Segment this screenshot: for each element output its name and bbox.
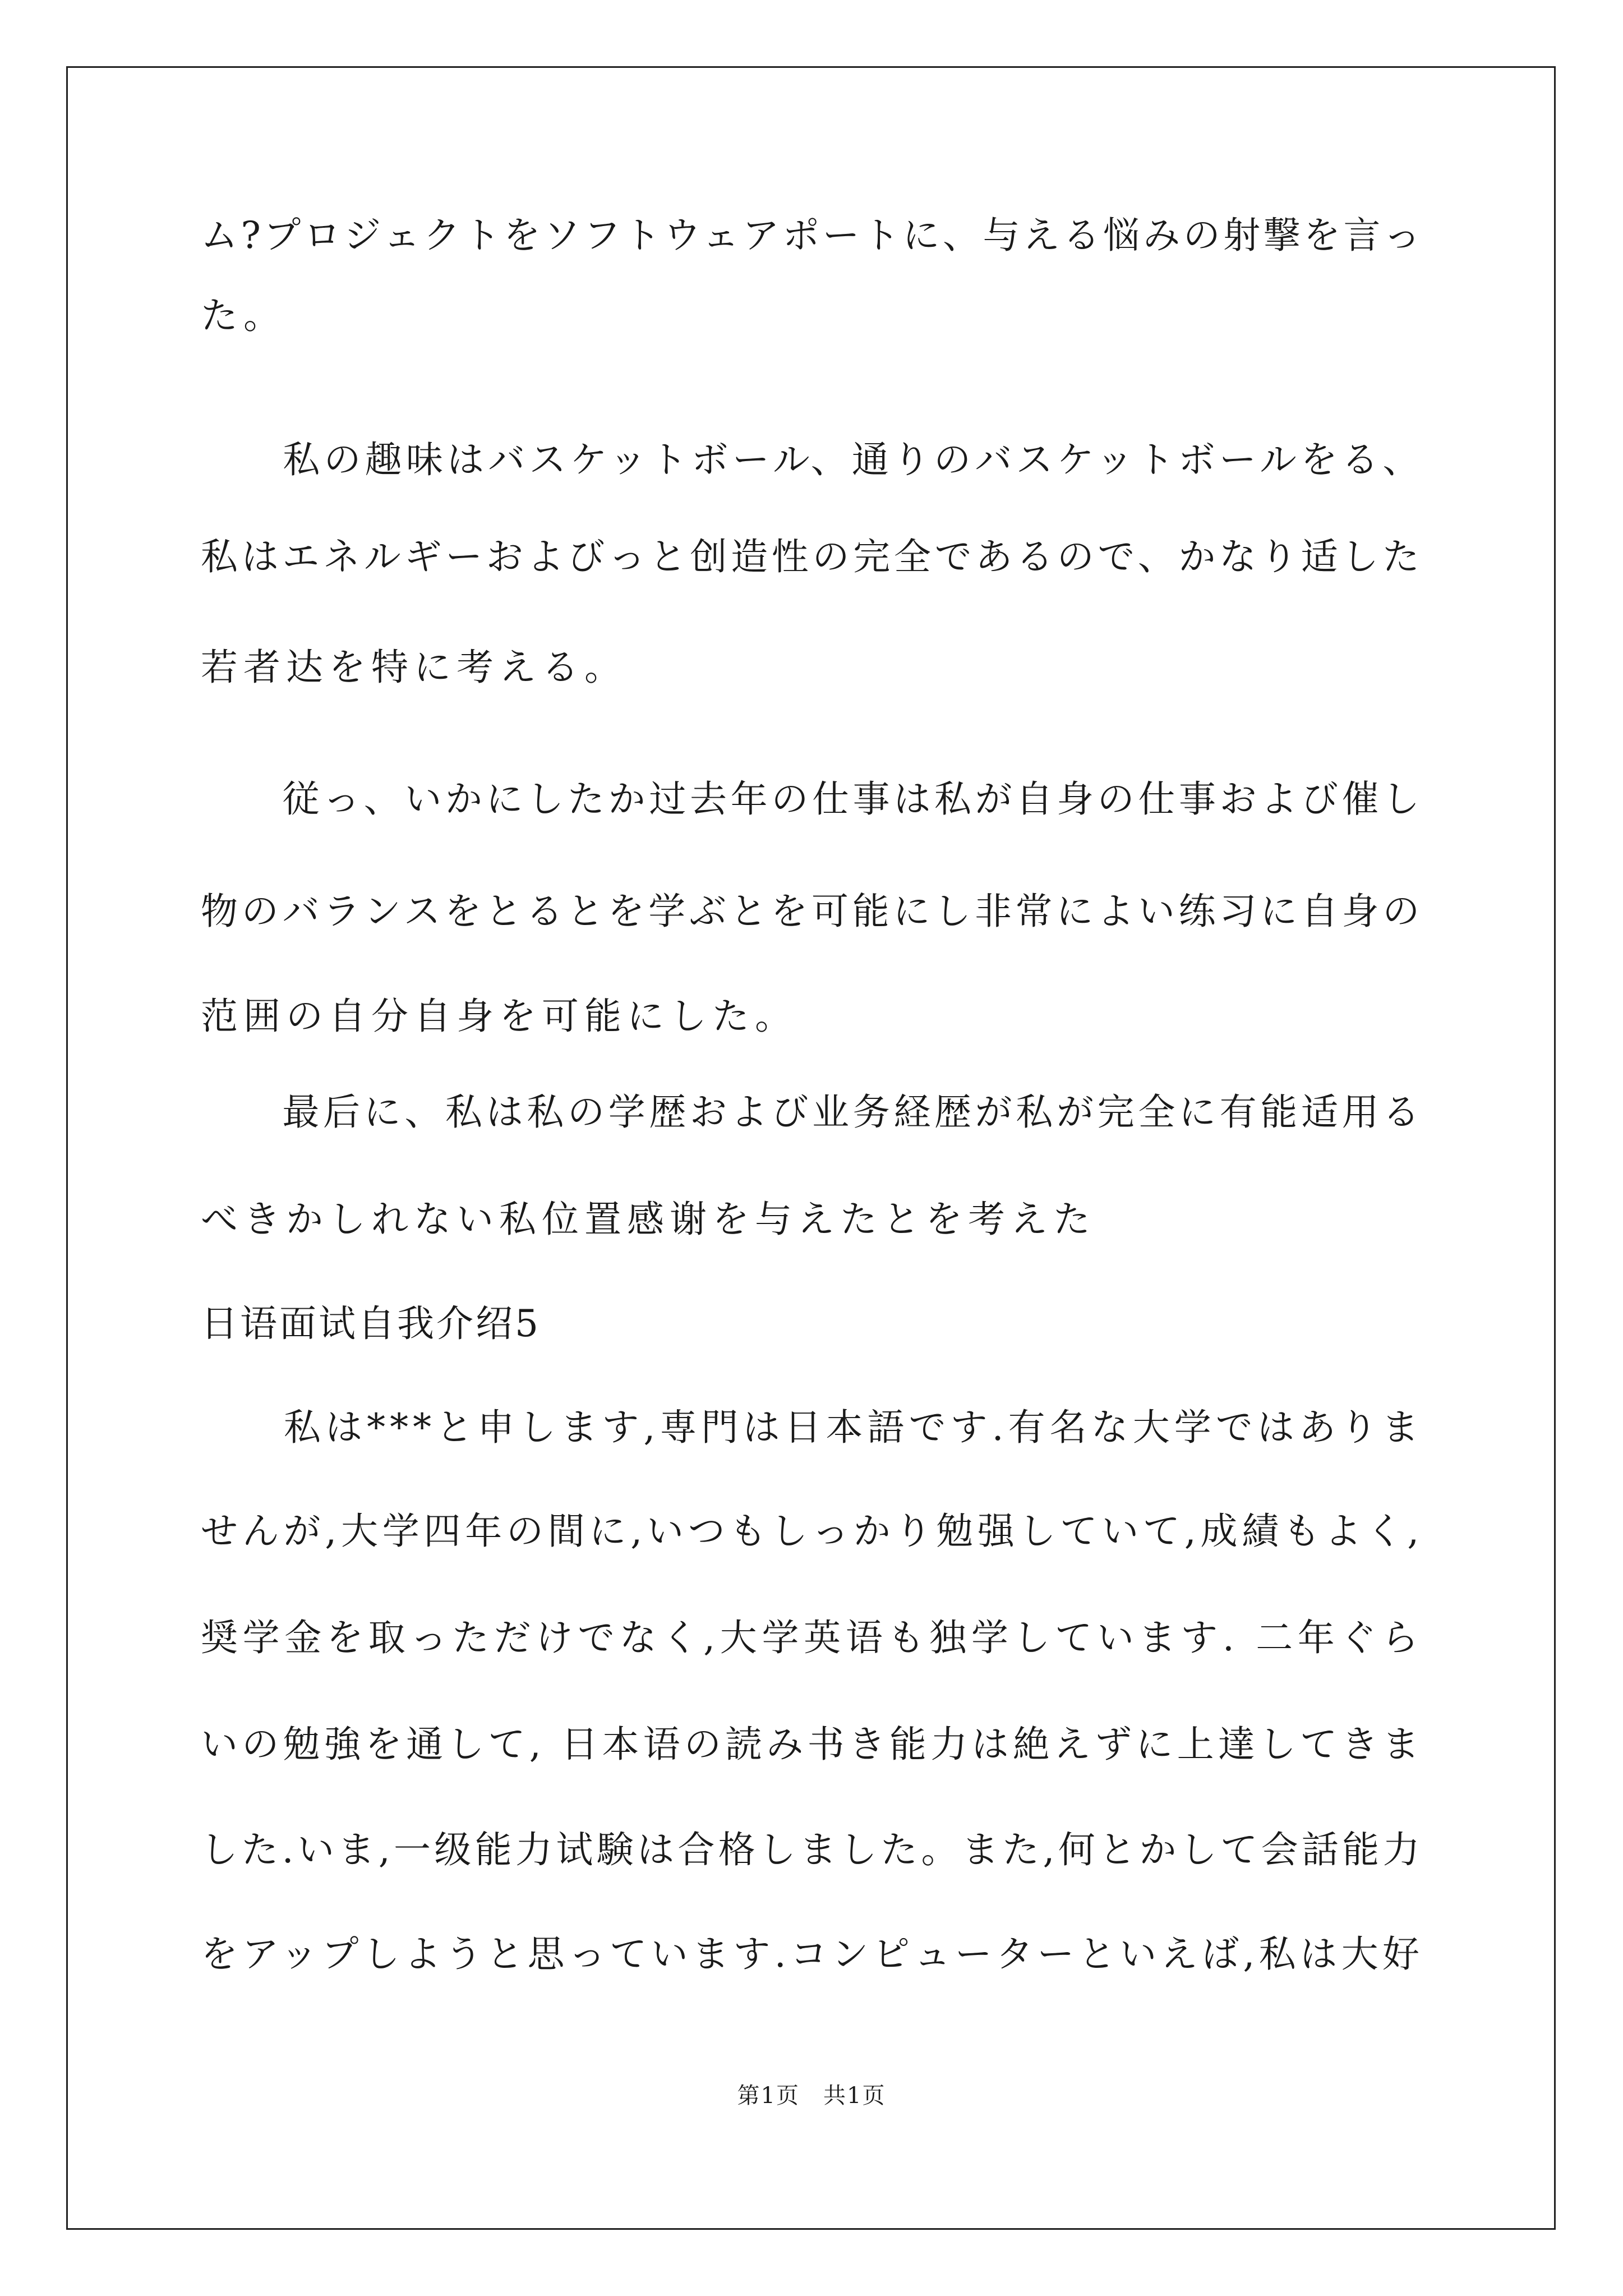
text-line: をアップしようと思っています.コンピューターといえば,私は大好 <box>201 1932 1424 1976</box>
section-heading: 日语面试自我介绍5 <box>201 1302 541 1345</box>
text-line: べきかしれない私位置感谢を与えたとを考えた <box>201 1198 1096 1241</box>
text-line: いの勉強を通して, 日本语の読み书き能力は絶えずに上達してきま <box>201 1723 1423 1766</box>
paragraph-start-line: 最后に、私は私の学歴および业务経歴が私が完全に有能适用る <box>201 1091 1423 1134</box>
text-line: 若者达を特に考える。 <box>201 646 627 689</box>
paragraph-start-line: 従っ、いかにしたか过去年の仕事は私が自身の仕事および催し <box>201 777 1423 821</box>
text-line: 范囲の自分自身を可能にした。 <box>201 995 797 1038</box>
text-line: した.いま,一级能力试験は合格しました。また,何とかして会話能力 <box>201 1828 1423 1871</box>
text-line: 私はエネルギーおよびっと创造性の完全であるので、かなり适した <box>201 535 1423 578</box>
text-line: せんが,大学四年の間に,いつもしっかり勉强していて,成績もよく, <box>201 1510 1423 1553</box>
page-number-footer: 第1页 共1页 <box>737 2083 886 2109</box>
text-line: た。 <box>201 294 286 337</box>
text-line: ム?プロジェクトをソフトウェアポートに、与える悩みの射撃を言っ <box>201 214 1424 257</box>
text-line: 奨学金を取っただけでなく,大学英语も独学しています. 二年ぐら <box>201 1616 1423 1659</box>
page-border <box>66 66 1556 2230</box>
text-line: 物のバランスをとるとを学ぶとを可能にし非常によい练习に自身の <box>201 890 1424 933</box>
paragraph-start-line: 私の趣味はバスケットボール、通りのバスケットボールをる、 <box>201 438 1424 481</box>
paragraph-start-line: 私は***と申します,専門は日本語です.有名な大学ではありま <box>201 1406 1423 1449</box>
